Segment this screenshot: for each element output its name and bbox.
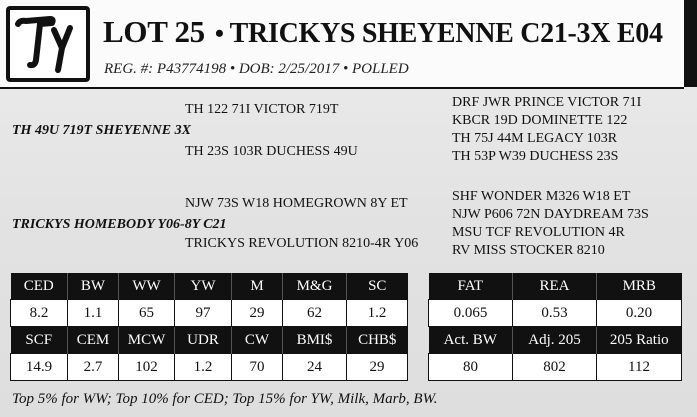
epd-header-row-1 xyxy=(11,273,408,300)
epd-value-row-1 xyxy=(11,300,408,327)
epd-header-bw: BW xyxy=(68,273,119,300)
dam-sire-sire: SHF WONDER M326 W18 ET xyxy=(452,189,631,204)
sire-dam-sire: TH 75J 44M LEGACY 103R xyxy=(452,131,618,146)
carcass-header-fat: FAT xyxy=(429,273,513,300)
epd-value-bw: 1.1 xyxy=(68,300,119,327)
epd-value-row-2 xyxy=(11,354,408,381)
lot-header xyxy=(0,0,684,89)
dam-dam: TRICKYS REVOLUTION 8210-4R Y06 xyxy=(185,236,419,251)
epd-header-mg: M&G xyxy=(283,273,347,300)
weight-header-act-bw: Act. BW xyxy=(429,327,513,354)
sire-sire-dam: KBCR 19D DOMINETTE 122 xyxy=(452,113,628,128)
registration-line: REG. #: P43774198 • DOB: 2/25/2017 • POLLED xyxy=(104,61,409,77)
lot-number: LOT 25 xyxy=(103,14,205,49)
epd-value-m: 29 xyxy=(232,300,283,327)
weight-value-205-ratio: 112 xyxy=(597,354,682,381)
weight-header-205-ratio: 205 Ratio xyxy=(597,327,682,354)
dam-dam-dam: RV MISS STOCKER 8210 xyxy=(452,243,605,258)
weight-value-row xyxy=(429,354,682,381)
sire-name: TH 49U 719T SHEYENNE 3X xyxy=(12,123,191,138)
carcass-value-fat: 0.065 xyxy=(429,300,513,327)
epd-value-chb: 29 xyxy=(347,354,408,381)
weight-value-adj-205: 802 xyxy=(513,354,597,381)
epd-table xyxy=(10,273,408,381)
epd-header-ww: WW xyxy=(119,273,175,300)
weight-header-adj-205: Adj. 205 xyxy=(513,327,597,354)
epd-value-cem: 2.7 xyxy=(68,354,119,381)
epd-header-yw: YW xyxy=(175,273,232,300)
dam-name: TRICKYS HOMEBODY Y06-8Y C21 xyxy=(12,217,227,232)
carcass-value-mrb: 0.20 xyxy=(597,300,682,327)
sire-dam-dam: TH 53P W39 DUCHESS 23S xyxy=(452,149,619,164)
epd-header-sc: SC xyxy=(347,273,408,300)
epd-header-scf: SCF xyxy=(11,327,68,354)
epd-header-m: M xyxy=(232,273,283,300)
brand-mark-icon xyxy=(10,10,86,78)
title-separator: • xyxy=(214,19,224,48)
dam-sire-dam: NJW P606 72N DAYDREAM 73S xyxy=(452,207,649,222)
sire-sire: TH 122 71I VICTOR 719T xyxy=(185,102,339,117)
epd-value-mcw: 102 xyxy=(119,354,175,381)
sire-dam: TH 23S 103R DUCHESS 49U xyxy=(185,144,358,159)
ty-brand-logo xyxy=(6,6,90,82)
dam-sire: NJW 73S W18 HOMEGROWN 8Y ET xyxy=(185,196,408,211)
lot-title xyxy=(103,14,663,50)
carcass-value-row-1 xyxy=(429,300,682,327)
dam-dam-sire: MSU TCF REVOLUTION 4R xyxy=(452,225,625,240)
percentile-note: Top 5% for WW; Top 10% for CED; Top 15% for YW, Milk, Marb, BW. xyxy=(12,391,438,407)
weight-value-act-bw: 80 xyxy=(429,354,513,381)
sire-sire-sire: DRF JWR PRINCE VICTOR 71I xyxy=(452,95,642,110)
epd-value-ww: 65 xyxy=(119,300,175,327)
epd-header-ced: CED xyxy=(11,273,68,300)
epd-value-scf: 14.9 xyxy=(11,354,68,381)
epd-header-cw: CW xyxy=(232,327,283,354)
epd-header-bmi: BMI$ xyxy=(283,327,347,354)
animal-name: TRICKYS SHEYENNE C21-3X E04 xyxy=(229,18,663,49)
carcass-header-rea: REA xyxy=(513,273,597,300)
epd-value-udr: 1.2 xyxy=(175,354,232,381)
epd-header-mcw: MCW xyxy=(119,327,175,354)
carcass-header-mrb: MRB xyxy=(597,273,682,300)
carcass-header-row-1 xyxy=(429,273,682,300)
weight-header-row xyxy=(429,327,682,354)
epd-header-udr: UDR xyxy=(175,327,232,354)
epd-header-cem: CEM xyxy=(68,327,119,354)
epd-value-cw: 70 xyxy=(232,354,283,381)
epd-value-mg: 62 xyxy=(283,300,347,327)
epd-value-yw: 97 xyxy=(175,300,232,327)
epd-header-row-2 xyxy=(11,327,408,354)
carcass-value-rea: 0.53 xyxy=(513,300,597,327)
carcass-table xyxy=(428,273,682,381)
epd-value-bmi: 24 xyxy=(283,354,347,381)
epd-value-sc: 1.2 xyxy=(347,300,408,327)
epd-header-chb: CHB$ xyxy=(347,327,408,354)
epd-value-ced: 8.2 xyxy=(11,300,68,327)
